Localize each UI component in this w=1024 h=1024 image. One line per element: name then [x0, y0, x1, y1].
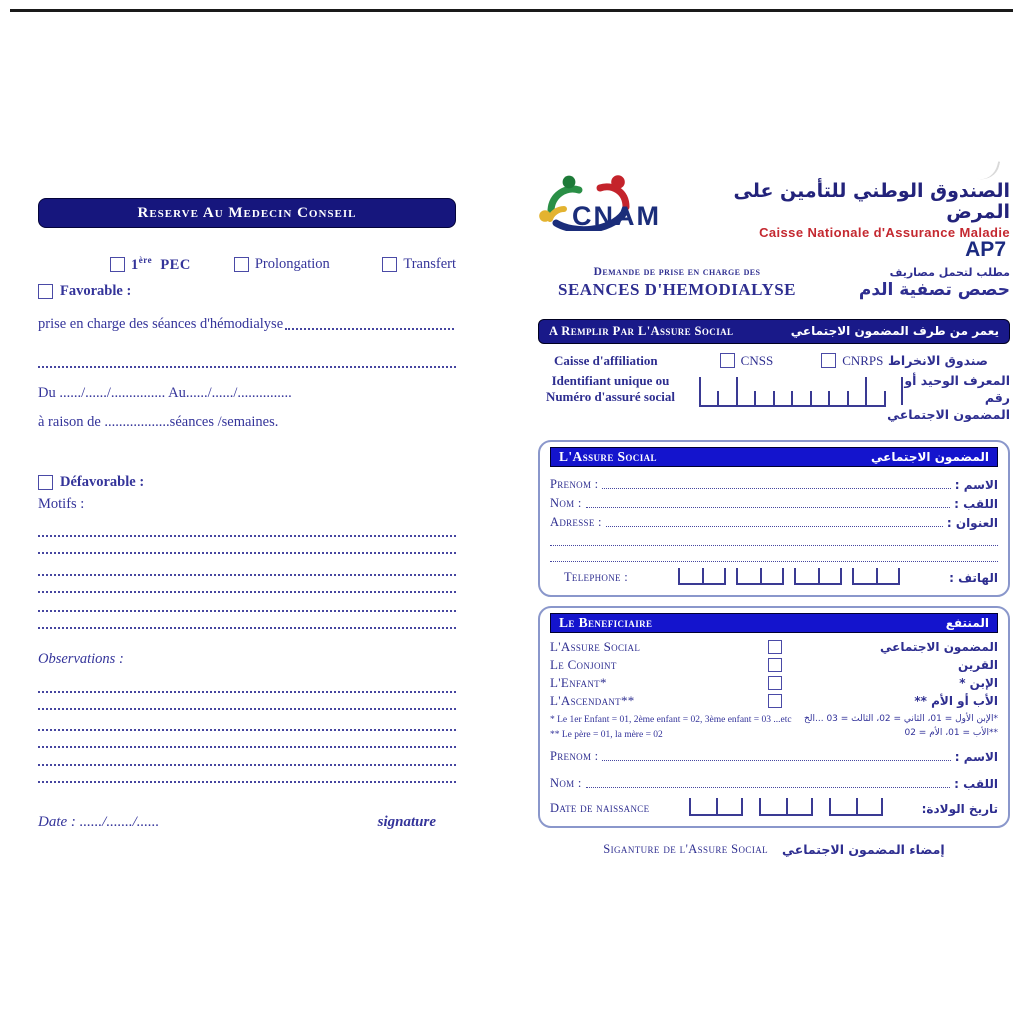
beneficiaire-box: [538, 606, 1010, 828]
favorable-checkbox[interactable]: [38, 284, 53, 299]
adresse-input-line[interactable]: [606, 526, 943, 527]
beneficiary-nom-label-arabic: اللقب :: [954, 776, 998, 791]
dob-digit-cells[interactable]: [683, 798, 889, 816]
svg-text:CNAM: CNAM: [572, 201, 661, 231]
transfert-label: Transfert: [403, 255, 456, 272]
writing-line[interactable]: [38, 751, 456, 766]
prenom-row: [550, 477, 998, 492]
raison-line[interactable]: à raison de ..................séances /semaines.: [38, 413, 279, 430]
writing-line[interactable]: [38, 597, 456, 612]
beneficiary-assure-checkbox[interactable]: [768, 640, 782, 654]
nom-label: Nom :: [550, 496, 582, 511]
prise-en-charge-text: prise en charge des séances d'hémodialyse: [38, 315, 284, 332]
org-name-french: Caisse Nationale d'Assurance Maladie: [759, 224, 1010, 240]
dob-label-arabic: تاريخ الولادة:: [921, 801, 998, 816]
signature-label: signature: [377, 813, 436, 830]
prenom-input-line[interactable]: [602, 488, 950, 489]
assure-social-box: [538, 440, 1010, 597]
telephone-row: [550, 568, 998, 585]
enfant-label: L'Enfant*: [550, 675, 607, 691]
form-code-badge: AP7: [965, 237, 1006, 261]
title-fr-line2: SEANCES D'HEMODIALYSE: [558, 279, 797, 299]
pec-checkbox[interactable]: [110, 257, 125, 272]
digit-cell-pair[interactable]: [678, 568, 726, 585]
org-name-arabic: الصندوق الوطني للتأمين على المرض: [733, 180, 1010, 223]
ascendant-label: L'Ascendant**: [550, 693, 635, 709]
telephone-label-arabic: الهاتف :: [949, 571, 998, 586]
dob-label: Date de naissance: [550, 800, 650, 815]
prise-en-charge-line: [38, 316, 456, 333]
cnss-checkbox[interactable]: [720, 353, 735, 368]
writing-line[interactable]: [38, 678, 456, 693]
adresse-row: [550, 515, 998, 530]
writing-line[interactable]: [38, 539, 456, 554]
fill-bar-french: A Remplir Par L'Assure Social: [549, 323, 734, 338]
beneficiary-row-assure: [550, 639, 998, 655]
assure-header-french: L'Assure Social: [559, 449, 657, 465]
title-ar-line2: حصص تصفية الدم: [858, 279, 1010, 300]
org-names: [698, 175, 1010, 240]
prenom-label-arabic: الاسم :: [954, 478, 998, 493]
conjoint-checkbox[interactable]: [768, 658, 782, 672]
writing-line[interactable]: [285, 328, 454, 330]
affiliation-label-arabic: صندوق الانخراط: [887, 353, 988, 369]
page-top-border: [10, 9, 1013, 12]
writing-line[interactable]: [38, 695, 456, 710]
writing-line[interactable]: [38, 614, 456, 629]
insured-signature-label-arabic: إمضاء المضمون الاجتماعي: [782, 841, 945, 857]
nom-label-arabic: اللقب :: [954, 497, 998, 512]
insured-signature-row: [538, 842, 1010, 857]
nom-input-line[interactable]: [586, 507, 951, 508]
pec-label: 1ère PEC: [131, 255, 191, 273]
beneficiary-prenom-label-arabic: الاسم :: [954, 749, 998, 764]
footnotes-french: * Le 1er Enfant = 01, 2ème enfant = 02, 3ème enfant = 03 ...etc ** Le père = 01, la mère = 02: [550, 715, 792, 740]
fill-by-insured-bar: [538, 319, 1010, 344]
beneficiaire-header: [550, 613, 998, 633]
writing-line[interactable]: [38, 733, 456, 748]
beneficiary-nom-row: [550, 776, 998, 791]
enfant-checkbox[interactable]: [768, 676, 782, 690]
digit-cell-pair[interactable]: [852, 568, 900, 585]
beneficiaire-header-arabic: المنتفع: [945, 616, 989, 631]
beneficiary-row-conjoint: [550, 657, 998, 673]
favorable-row: [38, 283, 456, 300]
favorable-label: Favorable :: [60, 282, 132, 299]
beneficiary-assure-label: L'Assure Social: [550, 639, 641, 655]
identifiant-label-arabic: المعرف الوحيد أو رقم المضمون الاجتماعي: [887, 372, 1010, 422]
writing-line[interactable]: [550, 530, 998, 546]
beneficiary-prenom-input-line[interactable]: [602, 760, 950, 761]
writing-line[interactable]: [38, 561, 456, 576]
demande-panel: [538, 175, 1010, 857]
motifs-label: Motifs :: [38, 495, 85, 512]
option-cnss[interactable]: [720, 353, 774, 369]
date-field[interactable]: Date : ....../......./......: [38, 813, 160, 830]
beneficiary-footnotes: [550, 713, 998, 742]
option-prolongation[interactable]: [234, 256, 330, 273]
identifiant-label-french: Identifiant unique ou Numéro d'assuré social: [545, 372, 675, 405]
defavorable-label: Défavorable :: [60, 473, 145, 490]
form-title-french: [538, 266, 796, 300]
section-header-reserve-medecin: [38, 198, 456, 228]
cnss-label: CNSS: [740, 352, 774, 368]
footnotes-arabic: *الإبن الأول = 01، الثاني = 02، الثالث = 03 ...الخ **الأب = 01، الأم = 02: [803, 714, 998, 738]
ascendant-checkbox[interactable]: [768, 694, 782, 708]
beneficiary-row-ascendant: [550, 693, 998, 709]
beneficiaire-header-french: Le Beneficiaire: [559, 615, 653, 631]
form-title: [538, 266, 1010, 300]
writing-line[interactable]: [550, 546, 998, 562]
section-header-label: Reserve Au Medecin Conseil: [137, 205, 357, 221]
writing-line[interactable]: [38, 716, 456, 731]
writing-line[interactable]: [38, 768, 456, 783]
option-transfert[interactable]: [382, 256, 456, 273]
transfert-checkbox[interactable]: [382, 257, 397, 272]
telephone-digit-cells[interactable]: [672, 568, 906, 585]
digit-cell-pair[interactable]: [736, 568, 784, 585]
beneficiary-prenom-row: [550, 749, 998, 764]
digit-cell-pair[interactable]: [829, 798, 883, 816]
prenom-label: Prenom :: [550, 477, 599, 492]
title-ar-line1: مطلب لتحمل مصاريف: [889, 265, 1010, 279]
affiliation-row: [538, 353, 1010, 369]
defavorable-row: [38, 474, 456, 491]
affiliation-label: Caisse d'affiliation: [554, 352, 658, 368]
assure-social-header: [550, 447, 998, 467]
digit-cell-pair[interactable]: [759, 798, 813, 816]
adresse-label-arabic: العنوان :: [946, 516, 998, 531]
enfant-label-arabic: الإبن *: [959, 676, 998, 691]
defavorable-checkbox[interactable]: [38, 475, 53, 490]
prolongation-checkbox[interactable]: [234, 257, 249, 272]
ascendant-label-arabic: الأب أو الأم **: [914, 694, 998, 709]
option-cnrps[interactable]: [821, 353, 883, 369]
beneficiary-assure-label-arabic: المضمون الاجتماعي: [880, 640, 998, 655]
title-fr-line1: Demande de prise en charge des: [593, 265, 761, 278]
beneficiary-nom-label: Nom :: [550, 775, 582, 790]
motifs-writing-area: [38, 522, 456, 629]
pec-type-options: [110, 255, 456, 274]
observations-writing-area: [38, 678, 456, 783]
telephone-label: Telephone :: [564, 570, 629, 585]
observations-label: Observations :: [38, 650, 124, 667]
identifiant-row: [538, 373, 1010, 424]
identifiant-digit-comb[interactable]: [699, 375, 886, 407]
digit-cell-pair[interactable]: [689, 798, 743, 816]
adresse-label: Adresse :: [550, 515, 602, 530]
conjoint-label: Le Conjoint: [550, 657, 617, 673]
assure-header-arabic: المضمون الاجتماعي: [871, 450, 989, 465]
writing-line[interactable]: [38, 353, 456, 368]
brand-header: [538, 175, 1010, 240]
prolongation-label: Prolongation: [254, 255, 330, 272]
writing-line[interactable]: [38, 522, 456, 537]
insured-signature-label-french: Siganture de l'Assure Social: [603, 841, 769, 856]
cnrps-checkbox[interactable]: [821, 353, 836, 368]
beneficiary-prenom-label: Prenom :: [550, 748, 599, 763]
option-1ere-pec[interactable]: [110, 255, 191, 274]
cnrps-label: CNRPS: [842, 352, 884, 368]
conjoint-label-arabic: القرين: [957, 658, 998, 673]
nom-row: [550, 496, 998, 511]
cnam-logo: [538, 175, 690, 231]
digit-cell-pair[interactable]: [794, 568, 842, 585]
beneficiary-row-enfant: [550, 675, 998, 691]
medecin-conseil-panel: [38, 198, 456, 831]
du-au-line[interactable]: Du ....../....../............... Au....../....../...............: [38, 384, 292, 401]
form-title-arabic: [859, 266, 1010, 300]
dob-row: [550, 798, 998, 816]
writing-line[interactable]: [38, 578, 456, 593]
beneficiary-nom-input-line[interactable]: [586, 787, 951, 788]
fill-bar-arabic: يعمر من طرف المضمون الاجتماعي: [790, 324, 999, 339]
date-signature-row: [38, 814, 456, 831]
